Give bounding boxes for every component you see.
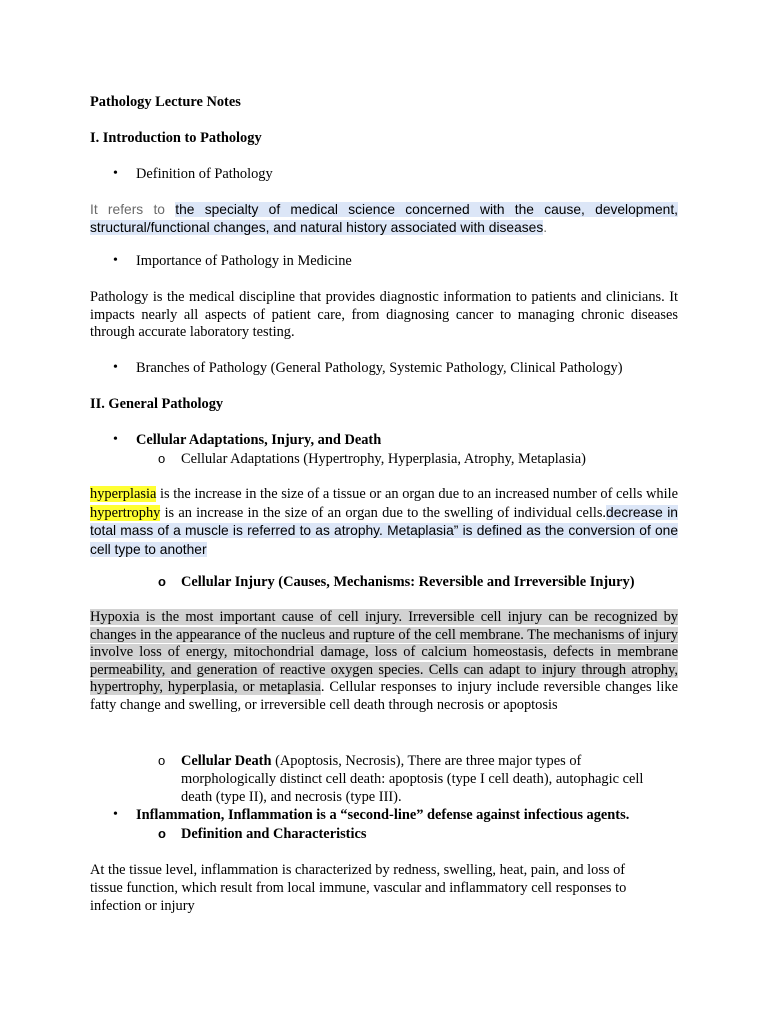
term-hyperplasia: hyperplasia [90, 486, 157, 502]
circle-bullet-glyph: o [158, 826, 166, 841]
sub-bullet-death [181, 752, 671, 806]
bullet-cellular: Cellular Adaptations, Injury, and Death [136, 432, 382, 448]
injury-highlight: Hypoxia is the most important cause of cell injury. Irreversible cell injury can be recognized by changes in the appearance of the nucleus and rupture of the cell membrane. The mechanisms of injury involve loss of energy, mitochondrial damage, loss of calcium homeostasis, defects in membrane permeability, and generation of reactive oxygen species. Cells can adapt to injury through atrophy, hypertrophy, hyperplasia, or metaplasia [90, 609, 678, 695]
paragraph-inflammation: At the tissue level, inflammation is characterized by redness, swelling, heat, pain, and loss of tissue function, which result from local immune, vascular and inflammatory cell responses to infection or injury [90, 862, 627, 914]
bullet-inflammation: Inflammation, Inflammation is a “second-line” defense against infectious agents. [136, 807, 630, 823]
circle-bullet-glyph: o [158, 574, 166, 589]
bullet-glyph: • [113, 360, 118, 375]
definition-end: . [543, 219, 548, 235]
bullet-glyph: • [113, 253, 118, 268]
bullet-glyph: • [113, 807, 118, 822]
injury-rest: . Cellular responses to injury include reversible changes like fatty change and swelling, or irreversible cell death through necrosis or apoptosis [90, 679, 678, 713]
paragraph-adaptations [90, 486, 678, 559]
document-title: Pathology Lecture Notes [90, 94, 241, 110]
bullet-definition: Definition of Pathology [136, 166, 273, 182]
sub-bullet-adaptations: Cellular Adaptations (Hypertrophy, Hyperplasia, Atrophy, Metaplasia) [181, 451, 586, 467]
circle-bullet-glyph: o [158, 753, 166, 768]
definition-prefix: It refers to [90, 202, 176, 217]
adaptations-text-2: is an increase in the size of an organ due to the swelling of individual cells. [160, 504, 607, 521]
paragraph-definition [90, 201, 678, 236]
sub-bullet-injury: Cellular Injury (Causes, Mechanisms: Reversible and Irreversible Injury) [181, 574, 635, 590]
circle-bullet-glyph: o [158, 451, 166, 466]
bullet-glyph: • [113, 432, 118, 447]
term-hypertrophy: hypertrophy [90, 504, 161, 521]
paragraph-injury [90, 609, 678, 714]
bullet-branches: Branches of Pathology (General Pathology, Systemic Pathology, Clinical Pathology) [136, 360, 623, 376]
adaptations-highlight: decrease in total mass of a muscle is referred to as atrophy. Metaplasia” is defined as the conversion of one cell type to another [90, 504, 678, 557]
paragraph-importance: Pathology is the medical discipline that provides diagnostic information to patients and clinicians. It impacts nearly all aspects of patient care, from diagnosing cancer to managing chronic diseases through accurate laboratory testing. [90, 289, 678, 340]
death-rest: (Apoptosis, Necrosis), There are three major types of morphologically distinct cell death: apoptosis (type I cell death), autophagic cell death (type II), and necrosis (type III). [181, 753, 644, 805]
section-heading-general: II. General Pathology [90, 396, 224, 412]
definition-highlight: the specialty of medical science concerned with the cause, development, structural/functional changes, and natural history associated with diseases [90, 202, 678, 235]
sub-bullet-definition-characteristics: Definition and Characteristics [181, 826, 367, 842]
section-heading-introduction: I. Introduction to Pathology [90, 130, 262, 146]
death-bold: Cellular Death [181, 753, 272, 769]
bullet-importance: Importance of Pathology in Medicine [136, 253, 352, 269]
adaptations-text-1: is the increase in the size of a tissue or an organ due to an increased number of cells while [156, 486, 678, 502]
bullet-glyph: • [113, 166, 118, 181]
